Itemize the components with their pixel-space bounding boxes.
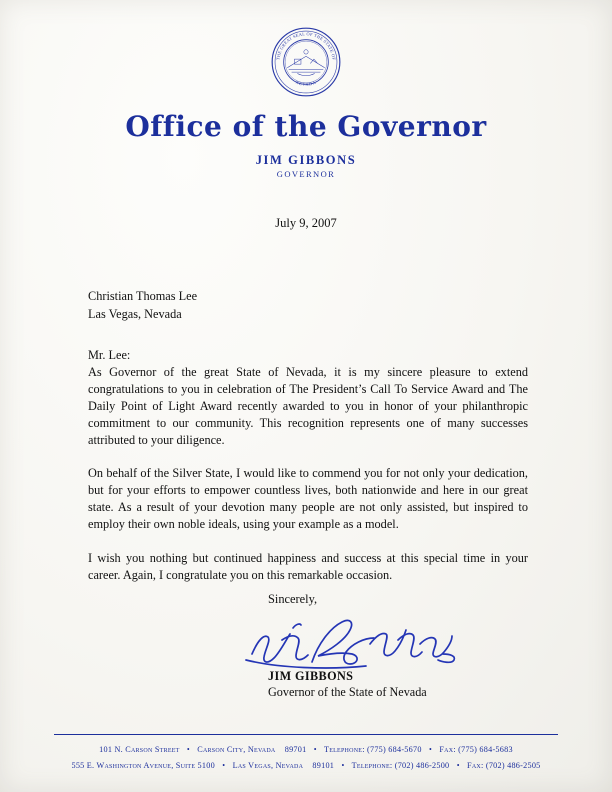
- bullet-separator-icon: •: [428, 745, 433, 755]
- addressee-block: [88, 288, 528, 324]
- signer-name: JIM GIBBONS: [268, 669, 354, 683]
- footer-fax-2: Fax: (702) 486-2505: [467, 761, 541, 771]
- footer-zip-1: 89701: [284, 745, 307, 755]
- bullet-separator-icon: •: [313, 745, 317, 755]
- body-paragraph-1: As Governor of the great State of Nevada, it is my sincere pleasure to extend congratulations to you in celebration of The President’s Call To Service Award and The Daily Point of Light Award recently awarded to you in honor of your philanthropic commitment to our community. This recognition represents one of many successes attributed to your diligence.: [88, 364, 528, 447]
- governor-subtitle: GOVERNOR: [276, 168, 336, 179]
- letter-date: July 9, 2007: [275, 216, 337, 230]
- signature-block: [268, 668, 427, 701]
- addressee-name: Christian Thomas Lee: [88, 289, 198, 303]
- footer-city-1: Carson City, Nevada: [197, 745, 276, 755]
- body-paragraph-3: I wish you nothing but continued happiness and success at this special time in your career. Again, I congratulate you on this remarkable occasion.: [88, 551, 528, 583]
- nevada-state-seal-icon: [270, 26, 342, 98]
- footer-line-carson-city: [0, 742, 612, 758]
- footer-zip-2: 89101: [312, 761, 335, 771]
- footer-address-2: 555 E. Washington Avenue, Suite 5100: [71, 761, 215, 771]
- seal-container: [0, 26, 612, 98]
- salutation: Mr. Lee:: [88, 347, 131, 362]
- governor-name: JIM GIBBONS: [255, 152, 357, 167]
- page-title: Office of the Governor: [125, 110, 487, 143]
- footer-divider: [54, 734, 558, 735]
- bullet-separator-icon: •: [186, 745, 190, 755]
- paragraph-spacer: [88, 448, 528, 465]
- bullet-separator-icon: •: [456, 761, 460, 771]
- footer-fax-1: Fax: (775) 684-5683: [439, 745, 513, 755]
- letterhead: [0, 112, 612, 179]
- footer: [0, 734, 612, 774]
- svg-text:NEVADA: NEVADA: [294, 79, 318, 87]
- footer-phone-1: Telephone: (775) 684-5670: [323, 745, 422, 755]
- footer-city-2: Las Vegas, Nevada: [232, 761, 304, 771]
- paragraph-spacer: [88, 533, 528, 550]
- addressee-city-state: Las Vegas, Nevada: [88, 306, 182, 321]
- footer-line-las-vegas: [0, 758, 612, 774]
- footer-phone-2: Telephone: (702) 486-2500: [351, 761, 450, 771]
- footer-address-1: 101 N. Carson Street: [99, 745, 180, 755]
- svg-text:THE GREAT SEAL OF THE STATE OF: THE GREAT SEAL OF THE STATE OF: [275, 31, 337, 61]
- bullet-separator-icon: •: [222, 761, 226, 771]
- letter-body: [88, 288, 528, 584]
- body-paragraph-2: On behalf of the Silver State, I would like to commend you for not only your dedication, but for your efforts to empower countless lives, both nationwide and here in our great state. As a result of your devotion many people are not only assisted, but inspired to employ their own noble ideals, using your example as a model.: [88, 466, 528, 532]
- bullet-separator-icon: •: [341, 761, 345, 771]
- signer-title: Governor of the State of Nevada: [268, 685, 427, 700]
- closing-text: Sincerely,: [268, 592, 318, 606]
